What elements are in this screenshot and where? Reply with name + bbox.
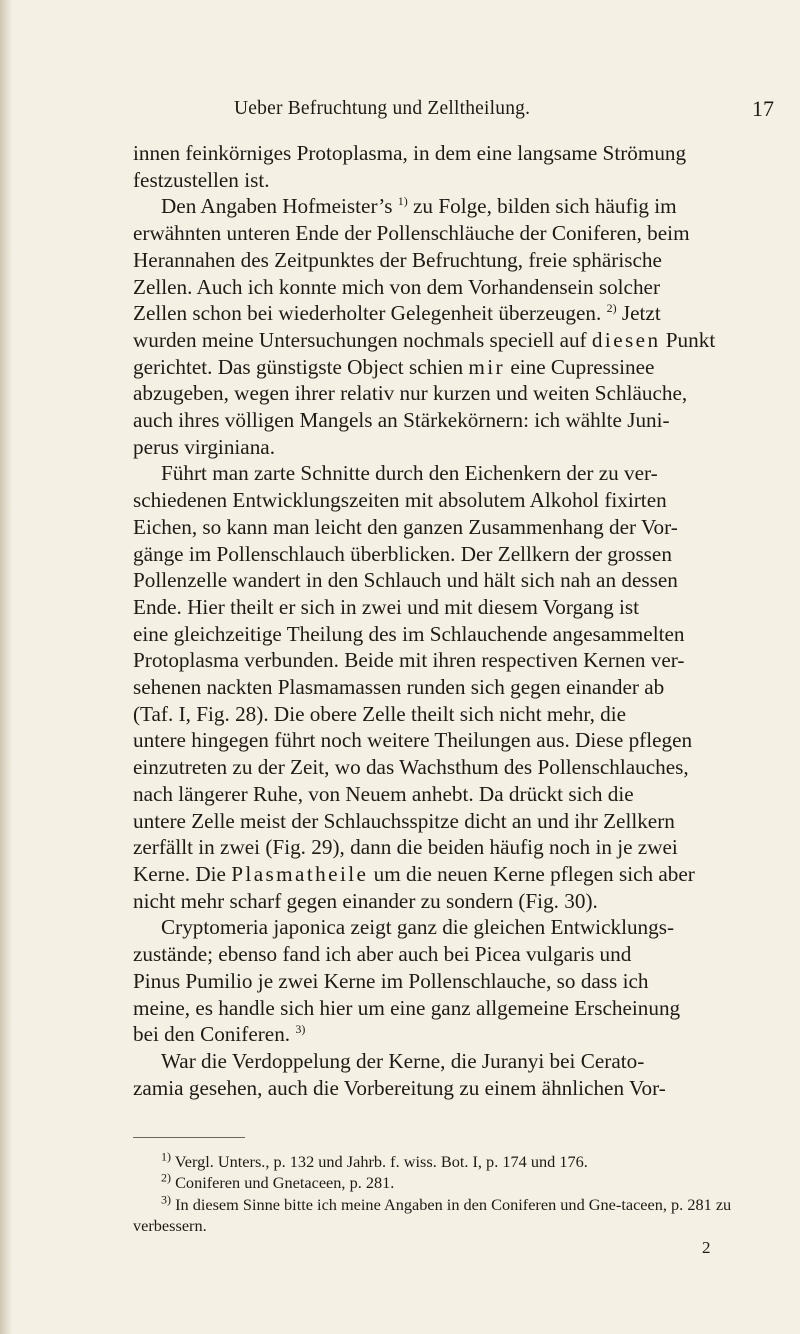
text-line: Pollenzelle wandert in den Schlauch und hält sich nah an dessen <box>133 568 678 593</box>
text-line: Den Angaben Hofmeister’s <box>161 194 393 219</box>
text-line: zustände; ebenso fand ich aber auch bei Picea vulgaris und <box>133 942 632 967</box>
text-line: gerichtet. Das günstigste Object schien <box>133 354 469 379</box>
text-line: untere hingegen führt noch weitere Theilungen aus. Diese pflegen <box>133 728 693 753</box>
footnote-ref: 3) <box>295 1022 306 1037</box>
text-line: Jetzt <box>616 301 661 326</box>
text-line: gänge im Pollenschlauch überblicken. Der Zellkern der grossen <box>133 541 672 566</box>
paragraph <box>133 1048 773 1101</box>
paragraph <box>133 140 773 193</box>
footnote: $^{1)}$ Vergl. Unters., p. 132 und Jahrb. f. wiss. Bot. I, p. 174 und 176. <box>161 1149 588 1171</box>
text-line: zu Folge, bilden sich häufig im <box>407 194 677 219</box>
text-line: erwähnten unteren Ende der Pollenschläuche der Coniferen, beim <box>133 221 690 246</box>
text-line: Cryptomeria japonica zeigt ganz die gleichen Entwicklungs- <box>161 915 675 940</box>
page-header <box>234 98 774 128</box>
signature-mark: 2 <box>702 1238 711 1257</box>
emphasis: Plasmatheile <box>231 861 369 886</box>
text-line: Protoplasma verbunden. Beide mit ihren respectiven Kernen ver- <box>133 648 685 673</box>
text-line: Pinus Pumilio je zwei Kerne im Pollenschlauche, so dass ich <box>133 968 649 993</box>
text-line: innen feinkörniges Protoplasma, in dem eine langsame Strömung <box>133 141 687 165</box>
text-line: Herannahen des Zeitpunktes der Befruchtung, freie sphärische <box>133 247 662 272</box>
footnote: $^{3)}$ In diesem Sinne bitte ich meine Angaben in den Coniferen und Gne-taceen, p. 281 zu verbessern. <box>133 1192 732 1236</box>
text-line: festzustellen ist. <box>133 167 270 192</box>
text-line: einzutreten zu der Zeit, wo das Wachsthum des Pollenschlauches, <box>133 755 689 780</box>
text-line: eine gleichzeitige Theilung des im Schlauchende angesammelten <box>133 621 685 646</box>
text-line: Eichen, so kann man leicht den ganzen Zusammenhang der Vor- <box>133 514 678 539</box>
text-line: abzugeben, wegen ihrer relativ nur kurzen und weiten Schläuche, <box>133 381 688 406</box>
text-line: auch ihres völligen Mangels an Stärkekörnern: ich wählte Juni- <box>133 408 670 433</box>
text-line: nicht mehr scharf gegen einander zu sondern (Fig. 30). <box>133 888 598 913</box>
footnote-ref: 2) <box>606 301 617 316</box>
paragraph <box>133 460 773 914</box>
text-line: zamia gesehen, auch die Vorbereitung zu einem ähnlichen Vor- <box>133 1075 666 1100</box>
body-text <box>133 140 773 1101</box>
footnote-mark: 2) <box>161 1170 171 1185</box>
text-line: War die Verdoppelung der Kerne, die Juranyi bei Cerato- <box>161 1048 645 1073</box>
text-line: eine Cupressinee <box>505 354 655 379</box>
text-line: Punkt <box>660 327 716 352</box>
emphasis: mir <box>468 354 506 379</box>
footnote-mark: 1) <box>161 1149 171 1164</box>
text-line: schiedenen Entwicklungszeiten mit absolutem Alkohol fixirten <box>133 488 667 513</box>
text-line: Führt man zarte Schnitte durch den Eichenkern der zu ver- <box>161 461 658 486</box>
text-line: sehenen nackten Plasmamassen runden sich gegen einander ab <box>133 675 665 700</box>
text-line: Zellen. Auch ich konnte mich von dem Vorhandensein solcher <box>133 274 661 299</box>
text-line: perus virginiana. <box>133 434 276 459</box>
text-line: meine, es handle sich hier um eine ganz allgemeine Erscheinung <box>133 995 681 1020</box>
text-line: wurden meine Untersuchungen nochmals speciell auf <box>133 327 592 352</box>
paragraph <box>133 914 773 1048</box>
text-line: Zellen schon bei wiederholter Gelegenheit überzeugen. <box>133 301 602 326</box>
text-line: untere Zelle meist der Schlauchsspitze dicht an und ihr Zellkern <box>133 808 675 833</box>
running-head: Ueber Befruchtung und Zelltheilung. <box>234 98 531 119</box>
text-line: um die neuen Kerne pflegen sich aber <box>368 861 695 886</box>
page-number: 17 <box>752 96 774 121</box>
page-edge-shadow <box>0 0 12 1334</box>
text-line: Kerne. Die <box>133 861 232 886</box>
paragraph <box>133 193 773 460</box>
emphasis: diesen <box>591 327 661 352</box>
text-line: nach längerer Ruhe, von Neuem anhebt. Da drückt sich die <box>133 781 634 806</box>
text-line: zerfällt in zwei (Fig. 29), dann die beiden häufig noch in je zwei <box>133 835 678 860</box>
text-line: (Taf. I, Fig. 28). Die obere Zelle theilt sich nicht mehr, die <box>133 701 627 726</box>
footnotes <box>133 1151 773 1237</box>
footnote: $^{2)}$ Coniferen und Gnetaceen, p. 281. <box>161 1170 395 1193</box>
footnote-mark: 3) <box>161 1192 171 1207</box>
footnote-ref: 1) <box>397 194 408 209</box>
text-line: Ende. Hier theilt er sich in zwei und mit diesem Vorgang ist <box>133 594 640 619</box>
footnote-rule <box>133 1137 245 1138</box>
text-line: bei den Coniferen. <box>133 1022 291 1047</box>
